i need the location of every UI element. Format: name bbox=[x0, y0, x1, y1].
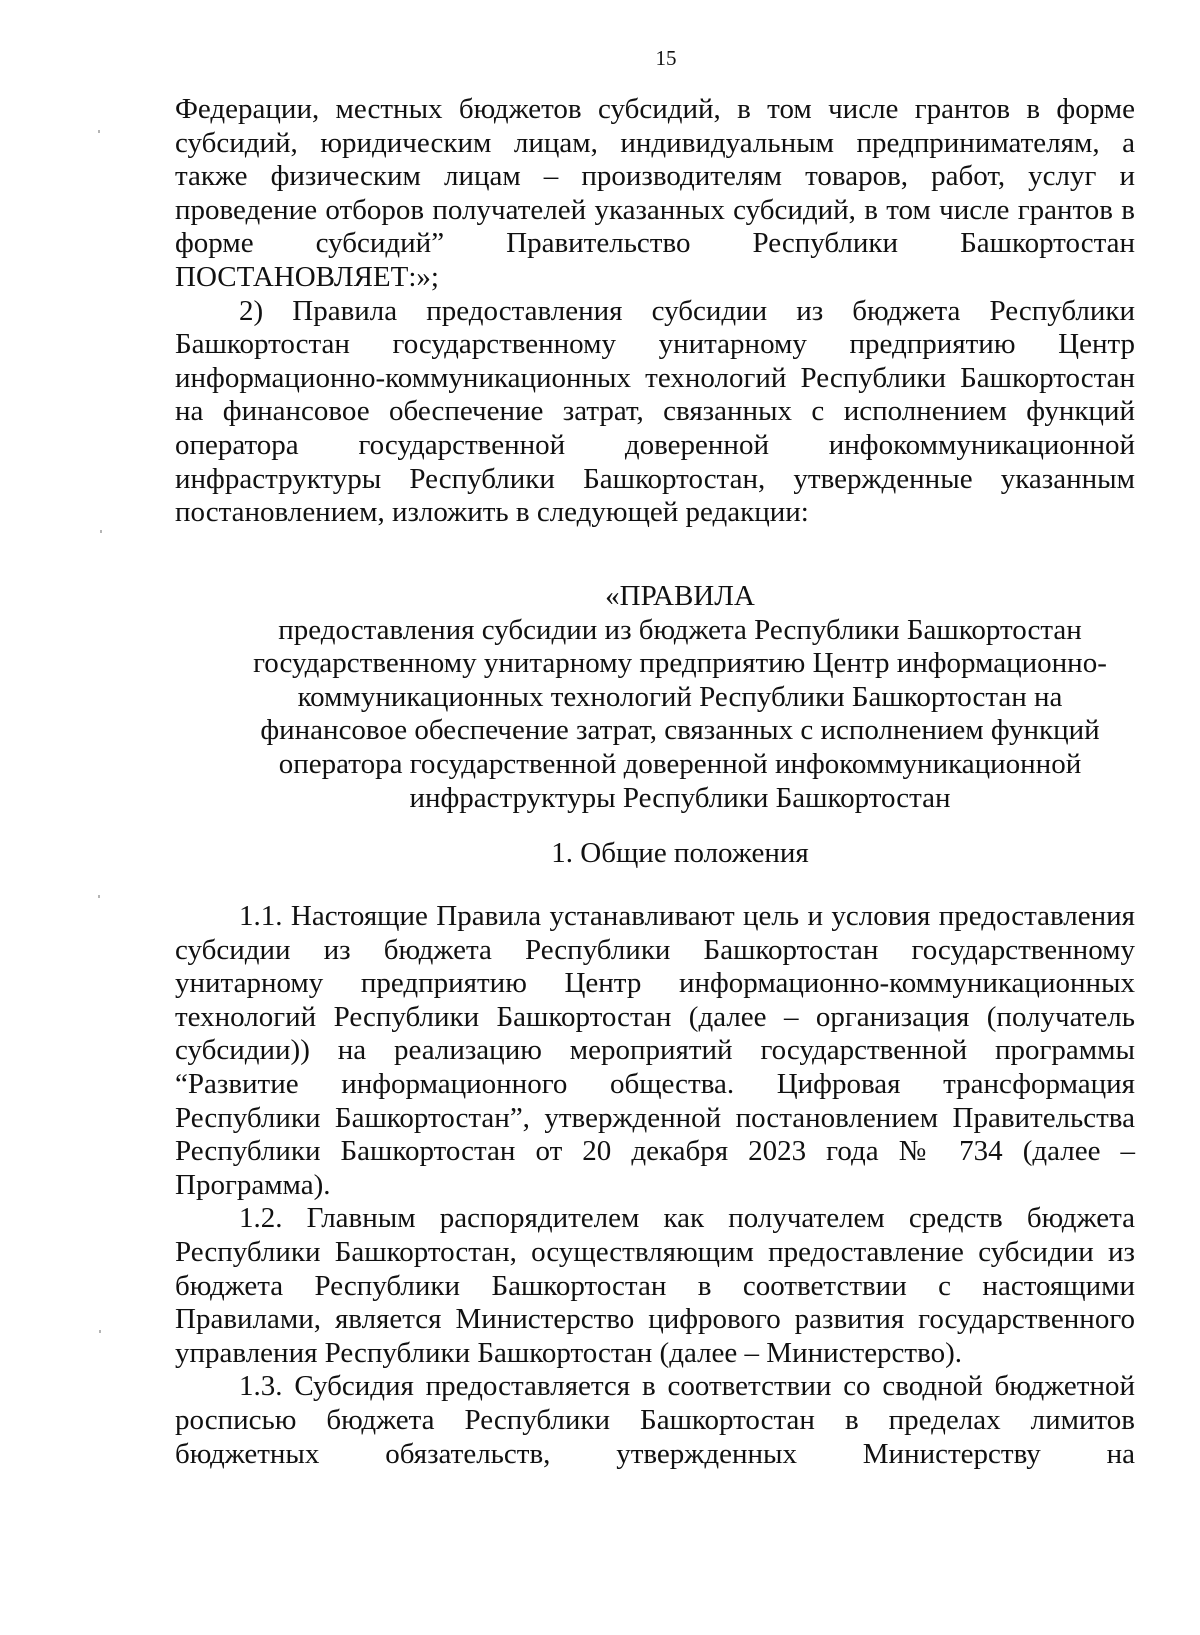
paragraph-1-3: 1.3. Субсидия предоставляется в соответствии со сводной бюджетной росписью бюджета Республики Башкортостан в пределах лимитов бюджетных обязательств, утвержденных Министерству на bbox=[175, 1370, 1135, 1470]
scan-speck bbox=[98, 130, 100, 133]
rules-heading: «ПРАВИЛА bbox=[605, 580, 755, 612]
continuation-paragraph: Федерации, местных бюджетов субсидий, в том числе грантов в форме субсидий, юридическим лицам, индивидуальным предпринимателям, а также физическим лицам – производителям товаров, работ, услуг и проведение отборов получателей указанных субсидий, в том числе грантов в форме субсидий” Правительство Республики Башкортостан ПОСТАНОВЛЯЕТ:»; bbox=[175, 93, 1135, 293]
scan-speck bbox=[99, 1330, 101, 1333]
paragraph-1-1: 1.1. Настоящие Правила устанавливают цель и условия предоставления субсидии из бюджета Республики Башкортостан государственному унитарному предприятию Центр информационно-коммуникационных технологий Республики Башкортостан (далее – организация (получатель субсидии)) на реализацию мероприятий государственной программы “Развитие информационного общества. Цифровая трансформация Республики Башкортостан”, утвержденной постановлением Правительства Республики Башкортостан от 20 декабря 2023 года № 734 (далее – Программа). bbox=[175, 900, 1135, 1201]
rules-subtitle-line-5: оператора государственной доверенной инфокоммуникационной bbox=[278, 747, 1082, 780]
item-2-paragraph: 2) Правила предоставления субсидии из бюджета Республики Башкортостан государственному унитарному предприятию Центр информационно-коммуникационных технологий Республики Башкортостан на финансовое обеспечение затрат, связанных с исполнением функций оператора государственной доверенной инфокоммуникационной инфраструктуры Республики Башкортостан, утвержденные указанным постановлением, изложить в следующей редакции: bbox=[175, 294, 1135, 529]
section-1-title: 1. Общие положения bbox=[551, 837, 809, 869]
scan-speck bbox=[98, 895, 100, 898]
rules-subtitle-line-3: коммуникационных технологий Республики Башкортостан на bbox=[297, 680, 1063, 713]
section-1-title-block bbox=[175, 837, 1135, 871]
intro-block bbox=[175, 93, 1135, 530]
rules-subtitle-line-1: предоставления субсидии из бюджета Республики Башкортостан bbox=[278, 613, 1082, 646]
rules-subtitle-line-4: финансовое обеспечение затрат, связанных с исполнением функций bbox=[260, 714, 1100, 747]
rules-title-block bbox=[175, 580, 1135, 815]
rules-subtitle-line-2: государственному унитарному предприятию Центр информационно- bbox=[253, 647, 1107, 680]
rules-subtitle-line-6: инфраструктуры Республики Башкортостан bbox=[409, 781, 951, 814]
page-number: 15 bbox=[655, 46, 677, 70]
paragraph-1-2: 1.2. Главным распорядителем как получателем средств бюджета Республики Башкортостан, осуществляющим предоставление субсидии из бюджета Республики Башкортостан в соответствии с настоящими Правилами, является Министерство цифрового развития государственного управления Республики Башкортостан (далее – Министерство). bbox=[175, 1202, 1135, 1369]
scan-speck bbox=[100, 530, 102, 533]
section-1-body bbox=[175, 900, 1135, 1471]
